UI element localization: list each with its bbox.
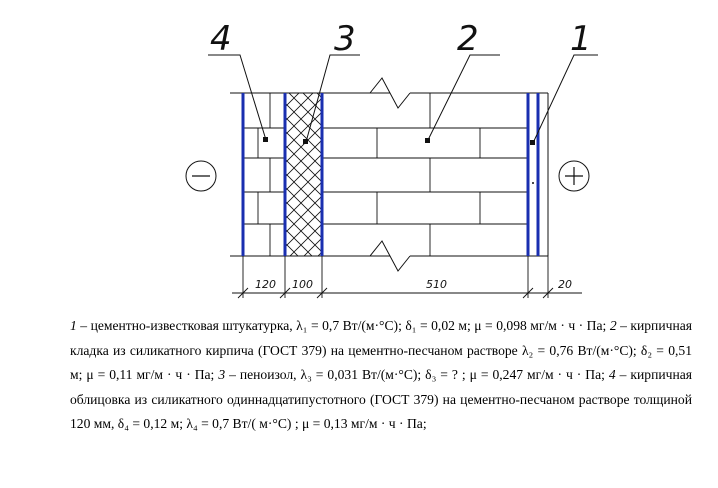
layer-3-insulation — [285, 93, 322, 256]
layer-2-text: – кирпичная кладка из силикатного кирпича (ГОСТ 379) на цементно-песчаном растворе λ₂ = 0,76 Вт/(м·°С); δ₂ = 0,51 м; μ = 0,11 мг/м · ч · Па; — [70, 318, 693, 383]
callout-2: 2 — [457, 19, 479, 59]
layer-3-number: 3 — [218, 367, 226, 383]
layer-2-brick-masonry — [322, 93, 528, 256]
plus-sign-icon — [559, 161, 589, 191]
callout-3: 3 — [334, 19, 356, 59]
wall-outline — [230, 78, 548, 271]
dimension-100: 100 — [292, 278, 313, 291]
layer-4-facing-brick — [243, 93, 284, 256]
layer-1-number: 1 — [70, 318, 77, 333]
dimension-120: 120 — [255, 278, 276, 291]
layer-3-text: – пеноизол, λ₃ = 0,031 Вт/(м·°С); δ₃ = ? ; μ = 0,247 мг/м · ч · Па; — [225, 367, 605, 383]
layer-1-text: – цементно-известковая штукатурка, λ₁ = 0,7 Вт/(м·°С); δ₁ = 0,02 м; μ = 0,098 мг/м · ч · Па; — [76, 318, 607, 333]
dimension-20: 20 — [558, 278, 572, 291]
dimension-line — [232, 256, 582, 298]
caption-paragraph — [70, 314, 692, 437]
layer-description — [70, 314, 692, 437]
callout-1: 1 — [570, 19, 592, 59]
callout-4: 4 — [210, 19, 232, 59]
dimension-510: 510 — [426, 278, 447, 291]
layer-4-number: 4 — [608, 367, 616, 383]
layer-4-text: – кирпичная облицовка из силикатного одиннадцатипустотного (ГОСТ 379) на цементно-песчаном растворе толщиной 120 мм, δ₄ = 0,12 м; λ₄ = 0,7 Вт/( м·°С) ; μ = 0,13 мг/м · ч · Па; — [70, 367, 693, 432]
layer-2-number: 2 — [609, 318, 617, 333]
minus-sign-icon — [186, 161, 216, 191]
